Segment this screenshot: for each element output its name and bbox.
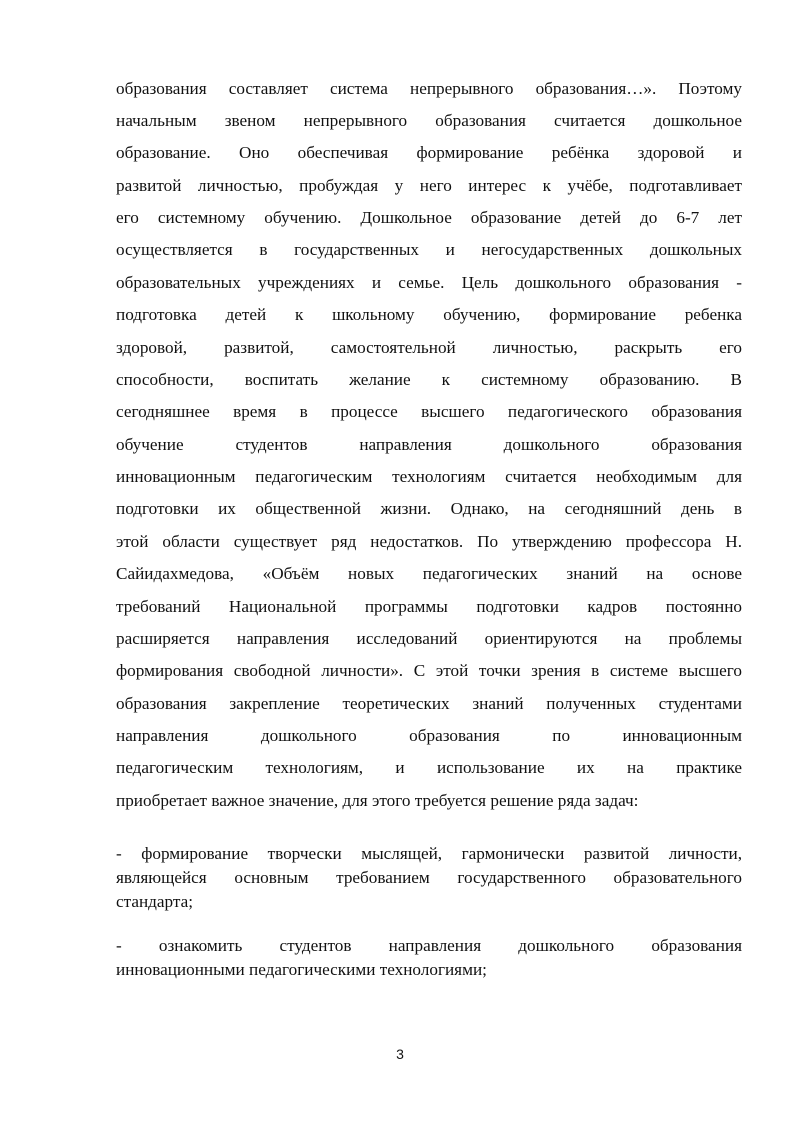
text-line: приобретает важное значение, для этого требуется решение ряда задач: [116,791,639,810]
text-line: сегодняшнее время в процессе высшего педагогического образования [116,402,742,421]
text-line: педагогическим технологиям, и использование их на практике [116,758,742,777]
text-line: инновационными педагогическими технологиями; [116,960,487,979]
text-line: подготовка детей к школьному обучению, формирование ребенка [116,305,742,324]
text-line: образования закрепление теоретических знаний полученных студентами [116,694,742,713]
text-line: направления дошкольного образования по инновационным [116,726,742,745]
text-line: образования составляет система непрерывного образования…». Поэтому [116,79,742,98]
text-line: инновационным педагогическим технологиям считается необходимым для [116,467,742,486]
text-line: его системному обучению. Дошкольное образование детей до 6-7 лет [116,208,742,227]
text-line: формирования свободной личности». С этой точки зрения в системе высшего [116,661,742,680]
text-line: - ознакомить студентов направления дошкольного образования [116,936,742,955]
page-number: 3 [396,1046,404,1062]
text-line: осуществляется в государственных и негосударственных дошкольных [116,240,742,259]
text-line: расширяется направления исследований ориентируются на проблемы [116,629,742,648]
text-line: развитой личностью, пробуждая у него интерес к учёбе, подготавливает [116,176,742,195]
text-line: этой области существует ряд недостатков. По утверждению профессора Н. [116,532,742,551]
text-line: являющейся основным требованием государственного образовательного [116,868,742,887]
text-line: способности, воспитать желание к системному образованию. В [116,370,742,389]
text-line: стандарта; [116,892,194,911]
text-line: - формирование творчески мыслящей, гармонически развитой личности, [116,844,742,863]
text-line: подготовки их общественной жизни. Однако, на сегодняшний день в [116,499,742,518]
text-line: образование. Оно обеспечивая формирование ребёнка здоровой и [116,143,742,162]
text-line: Сайидахмедова, «Объём новых педагогических знаний на основе [116,564,742,583]
text-line: образовательных учреждениях и семье. Цель дошкольного образования - [116,273,742,292]
text-line: начальным звеном непрерывного образования считается дошкольное [116,111,742,130]
text-line: здоровой, развитой, самостоятельной личностью, раскрыть его [116,338,742,357]
text-line: обучение студентов направления дошкольного образования [116,435,742,454]
text-line: требований Национальной программы подготовки кадров постоянно [116,597,742,616]
